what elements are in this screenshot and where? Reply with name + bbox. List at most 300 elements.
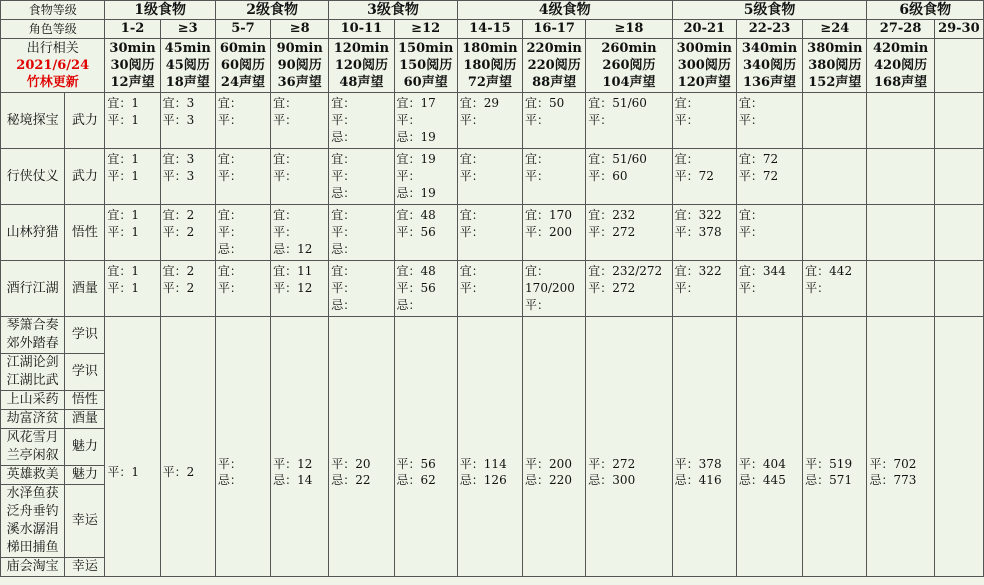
cell-line: 平：56 [396,225,436,239]
cell-line: 平： [331,281,356,295]
cell-line: 宜：2 [162,208,195,222]
activity-attr: 魅力 [65,429,105,466]
cell-line [805,297,864,314]
activity-name: 劫富济贫 [6,411,59,426]
value-cell [457,205,522,261]
cell-line: 平：1 [107,225,140,239]
activity-name: 庙会淘宝 [6,559,59,574]
outing-cell [934,39,983,93]
cell-line: 平： [273,169,298,183]
value-cell [803,93,867,149]
role-level-label: 角色等级 [1,20,105,39]
value-cell-group [160,317,215,577]
outing-header [1,39,105,93]
cell-line: 88声望 [532,75,577,90]
role-level-header: 20-21 [672,20,736,39]
cell-line: 220阅历 [527,58,581,73]
role-level-header: 16-17 [523,20,586,39]
cell-line [805,168,864,185]
role-level-header: 1-2 [105,20,160,39]
outing-cell [736,39,802,93]
cell-line: 260min [601,41,657,56]
cell-line: 平： [738,281,763,295]
cell-line [588,297,669,314]
cell-line [739,185,800,202]
value-cell [105,93,160,149]
cell-line: 忌：220 [525,472,572,487]
value-cell [215,93,270,149]
cell-line: 宜： [459,264,484,278]
cell-line: 平：272 [588,456,636,471]
cell-line [937,151,981,168]
cell-line: 平： [805,281,830,295]
value-cell [867,261,934,317]
cell-line: 18声望 [165,75,210,90]
value-cell-group [523,317,586,577]
cell-line: 忌：416 [674,472,722,487]
value-cell [736,149,802,205]
cell-line: 平：519 [805,456,853,471]
value-cell [934,261,983,317]
value-cell [394,261,457,317]
cell-line: 平：378 [674,456,722,471]
outing-cell [457,39,522,93]
value-cell [523,261,586,317]
cell-line: 宜： [217,264,242,278]
value-cell [160,149,215,205]
cell-line [937,241,981,258]
cell-line: 平：2 [162,225,195,239]
cell-line: 宜：1 [107,96,140,110]
role-level-header: 29-30 [934,20,983,39]
cell-line: 平： [217,281,242,295]
value-cell-group [736,317,802,577]
activity-name-group [1,558,65,577]
value-cell-group [457,317,522,577]
cell-line: 平： [525,169,550,183]
value-cell [394,93,457,149]
cell-line [937,185,981,202]
cell-line [588,185,669,202]
cell-line: 宜： [273,208,298,222]
cell-line [739,297,800,314]
cell-line: 忌：445 [738,472,786,487]
cell-line: 宜：48 [396,208,436,222]
outing-cell [867,39,934,93]
cell-line: 忌：773 [869,472,917,487]
outing-cell [329,39,394,93]
cell-line: 340阅历 [742,58,797,73]
cell-line: 宜： [738,96,763,110]
cell-line: 宜： [674,96,699,110]
cell-line: 45阅历 [165,58,210,73]
outing-cell [215,39,270,93]
cell-line: 420阅历 [874,58,928,73]
food-level-header: 6级食物 [867,1,984,20]
value-cell [105,261,160,317]
cell-line [805,151,864,168]
cell-line: 260阅历 [602,58,656,73]
cell-line [805,224,864,241]
value-cell [672,261,736,317]
value-cell [271,261,329,317]
cell-line: 忌： [217,472,242,487]
cell-line: 平：702 [869,456,917,471]
activity-attr: 酒量 [65,261,105,317]
cell-line: 宜：232/272 [588,264,663,278]
value-cell [271,205,329,261]
cell-line: 忌：12 [273,242,313,256]
cell-line: 150min [398,41,454,56]
value-cell-group [934,317,983,577]
cell-line [869,112,931,129]
cell-line: 忌：22 [331,472,371,487]
outing-cell [160,39,215,93]
cell-line: 平：1 [107,169,140,183]
cell-line [588,241,669,258]
value-cell [586,93,672,149]
value-cell [329,205,394,261]
cell-line [525,185,583,202]
cell-line: 忌： [217,242,242,256]
activity-name: 兰亭闲叙 [6,448,59,463]
activity-attr: 悟性 [65,391,105,410]
cell-line: 380阅历 [808,58,862,73]
cell-line [739,241,800,258]
cell-line: 平： [396,169,421,183]
role-level-header: ≥12 [394,20,457,39]
cell-line: 150阅历 [399,58,453,73]
cell-line: 平：12 [273,281,313,295]
cell-line: 宜：17 [396,96,436,110]
activity-name: 水泽鱼获 [6,486,59,501]
cell-line: 平：20 [331,456,371,471]
cell-line: 宜： [273,152,298,166]
cell-line: 宜：344 [738,264,786,278]
value-cell [329,93,394,149]
cell-line: 平： [738,113,763,127]
cell-line: 平：200 [525,225,572,239]
cell-line: 平： [217,456,242,471]
activity-name-group [1,354,65,391]
food-level-header: 1级食物 [105,1,215,20]
cell-line: 忌： [331,242,356,256]
cell-line: 48声望 [339,75,384,90]
cell-line: 平： [217,113,242,127]
value-cell [672,205,736,261]
value-cell [803,261,867,317]
cell-line: 宜：1 [107,152,140,166]
cell-line: 平： [217,169,242,183]
cell-line: 平： [459,281,484,295]
cell-line [460,185,520,202]
cell-line: 忌：19 [396,130,436,144]
activity-name-group [1,317,65,354]
cell-line [460,241,520,258]
cell-line: 136声望 [742,75,797,90]
cell-line: 忌：19 [396,186,436,200]
outing-cell [105,39,160,93]
value-cell [160,261,215,317]
outing-cell [586,39,672,93]
cell-line: 平： [738,225,763,239]
cell-line: 平：56 [396,456,436,471]
activity-attr: 学识 [65,317,105,354]
activity-attr: 悟性 [65,205,105,261]
cell-line: 宜： [331,152,356,166]
cell-line: 平：272 [588,225,636,239]
role-level-header: ≥3 [160,20,215,39]
cell-line [805,129,864,146]
role-level-header: 5-7 [215,20,270,39]
value-cell [586,205,672,261]
cell-line: 忌： [331,186,356,200]
cell-line [869,297,931,314]
cell-line [460,297,520,314]
activity-name: 上山采药 [6,392,59,407]
value-cell [394,205,457,261]
cell-line: 宜：29 [459,96,500,110]
cell-line: 平： [588,113,613,127]
role-level-header: ≥18 [586,20,672,39]
update-note: 竹林更新 [26,75,79,90]
cell-line: 平： [525,298,550,312]
value-cell [736,261,802,317]
cell-line [107,185,157,202]
activity-attr: 酒量 [65,410,105,429]
cell-line [460,129,520,146]
cell-line: 24声望 [220,75,266,90]
cell-line [163,297,213,314]
activity-attr: 幸运 [65,485,105,558]
cell-line: 90阅历 [277,58,322,73]
cell-line [107,297,157,314]
role-level-header: ≥8 [271,20,329,39]
value-cell [105,149,160,205]
cell-line: 忌： [396,298,421,312]
cell-line [525,241,583,258]
activity-name: 山林狩猎 [1,205,65,261]
cell-line: 45min [164,41,211,56]
cell-line: 60min [219,41,267,56]
cell-line [937,129,981,146]
cell-line [273,297,326,314]
cell-line: 平：72 [738,169,779,183]
cell-line [869,263,931,280]
update-date: 2021/6/24 [16,58,90,73]
value-cell [271,93,329,149]
cell-line: 120声望 [677,75,731,90]
cell-line: 平： [396,113,421,127]
cell-line: 宜： [217,208,242,222]
value-cell [457,261,522,317]
cell-line: 152声望 [808,75,862,90]
cell-line [588,129,669,146]
cell-line: 宜：48 [396,264,436,278]
cell-line: 平：72 [674,169,714,183]
cell-line: 平：60 [588,169,628,183]
value-cell [523,205,586,261]
cell-line [397,241,455,258]
activity-name: 琴箫合奏 [6,318,59,333]
cell-line [163,129,213,146]
cell-line: 宜：3 [162,152,195,166]
activity-name: 江湖论剑 [6,355,59,370]
cell-line [218,185,268,202]
cell-line: 平：2 [162,464,195,479]
value-cell-group [803,317,867,577]
cell-line: 平：272 [588,281,636,295]
cell-line [805,112,864,129]
value-cell-group [586,317,672,577]
cell-line: 平： [331,113,356,127]
value-cell [803,205,867,261]
value-cell [736,205,802,261]
role-level-header: 27-28 [867,20,934,39]
cell-line: 平： [331,225,356,239]
cell-line: 宜： [331,264,356,278]
cell-line: 平：114 [459,456,507,471]
cell-line: 宜：232 [588,208,636,222]
cell-line [937,280,981,297]
cell-line: 平：378 [674,225,722,239]
value-cell [867,93,934,149]
role-level-header: 22-23 [736,20,802,39]
cell-line: 120阅历 [334,58,388,73]
activity-name-group [1,466,65,485]
cell-line: 平： [273,113,298,127]
cell-line: 宜：2 [162,264,195,278]
value-cell [215,205,270,261]
cell-line: 平： [331,169,356,183]
activity-attr: 武力 [65,149,105,205]
cell-line: 平： [525,113,550,127]
cell-line: 平： [217,225,242,239]
cell-line: 忌：571 [805,472,853,487]
cell-line: 平：1 [107,464,140,479]
cell-line [675,241,734,258]
cell-line: 宜：11 [273,264,313,278]
cell-line [218,129,268,146]
activity-name: 江湖比武 [6,373,59,388]
activity-attr: 学识 [65,354,105,391]
cell-line [869,129,931,146]
cell-line [163,185,213,202]
cell-line: 宜： [459,208,484,222]
cell-line [937,95,981,112]
activity-attr: 幸运 [65,558,105,577]
cell-line: 忌：126 [459,472,507,487]
cell-line: 平： [674,281,699,295]
activity-name: 溪水潺涓 [6,522,59,537]
cell-line: 宜：442 [805,264,853,278]
cell-line [869,168,931,185]
value-cell [457,93,522,149]
value-cell-group [105,317,160,577]
activity-name: 英雄救美 [6,467,59,482]
cell-line: 平： [459,225,484,239]
cell-line: 平：12 [273,456,313,471]
value-cell [105,205,160,261]
activity-name: 秘境探宝 [1,93,65,149]
cell-line: 宜： [217,152,242,166]
food-level-header: 4级食物 [457,1,672,20]
value-cell [394,149,457,205]
cell-line: 170/200 [525,281,575,295]
cell-line: 宜： [331,96,356,110]
value-cell [215,261,270,317]
cell-line: 平：1 [107,281,140,295]
value-cell [934,149,983,205]
outing-cell [523,39,586,93]
value-cell [672,93,736,149]
cell-line: 平：404 [738,456,786,471]
cell-line: 168声望 [874,75,928,90]
cell-line: 180min [462,41,518,56]
cell-line: 平： [273,225,298,239]
cell-line [869,185,931,202]
cell-line: 宜： [738,208,763,222]
outing-cell [394,39,457,93]
cell-line: 36声望 [277,75,322,90]
value-cell-group [215,317,270,577]
cell-line [107,241,157,258]
value-cell-group [271,317,329,577]
value-cell [523,93,586,149]
activity-name: 泛舟垂钓 [6,504,59,519]
cell-line: 宜： [217,96,242,110]
cell-line: 420min [872,41,929,56]
value-cell [523,149,586,205]
cell-line [805,207,864,224]
cell-line: 宜： [674,152,699,166]
cell-line [937,297,981,314]
value-cell [586,261,672,317]
food-level-header: 2级食物 [215,1,328,20]
cell-line: 平：56 [396,281,436,295]
cell-line: 60阅历 [220,58,266,73]
cell-line: 300阅历 [677,58,731,73]
cell-line [937,168,981,185]
cell-line: 30min [109,41,156,56]
cell-line [675,129,734,146]
cell-line: 宜： [525,264,550,278]
value-cell [160,93,215,149]
cell-line [805,241,864,258]
activity-name: 行侠仗义 [1,149,65,205]
cell-line: 平：200 [525,456,572,471]
cell-line: 平：1 [107,113,140,127]
food-level-header: 5级食物 [672,1,867,20]
cell-line: 忌：62 [396,472,436,487]
value-cell-group [867,317,934,577]
outing-cell [672,39,736,93]
cell-line: 宜： [525,152,550,166]
cell-line: 180阅历 [463,58,517,73]
cell-line [805,95,864,112]
cell-line [107,129,157,146]
activity-name-group [1,485,65,558]
cell-line [937,207,981,224]
cell-line: 340min [741,41,798,56]
value-cell [329,149,394,205]
food-level-label: 食物等级 [1,1,105,20]
cell-line [937,263,981,280]
cell-line [273,185,326,202]
cell-line: 宜：170 [525,208,572,222]
cell-line [218,297,268,314]
cell-line [675,185,734,202]
